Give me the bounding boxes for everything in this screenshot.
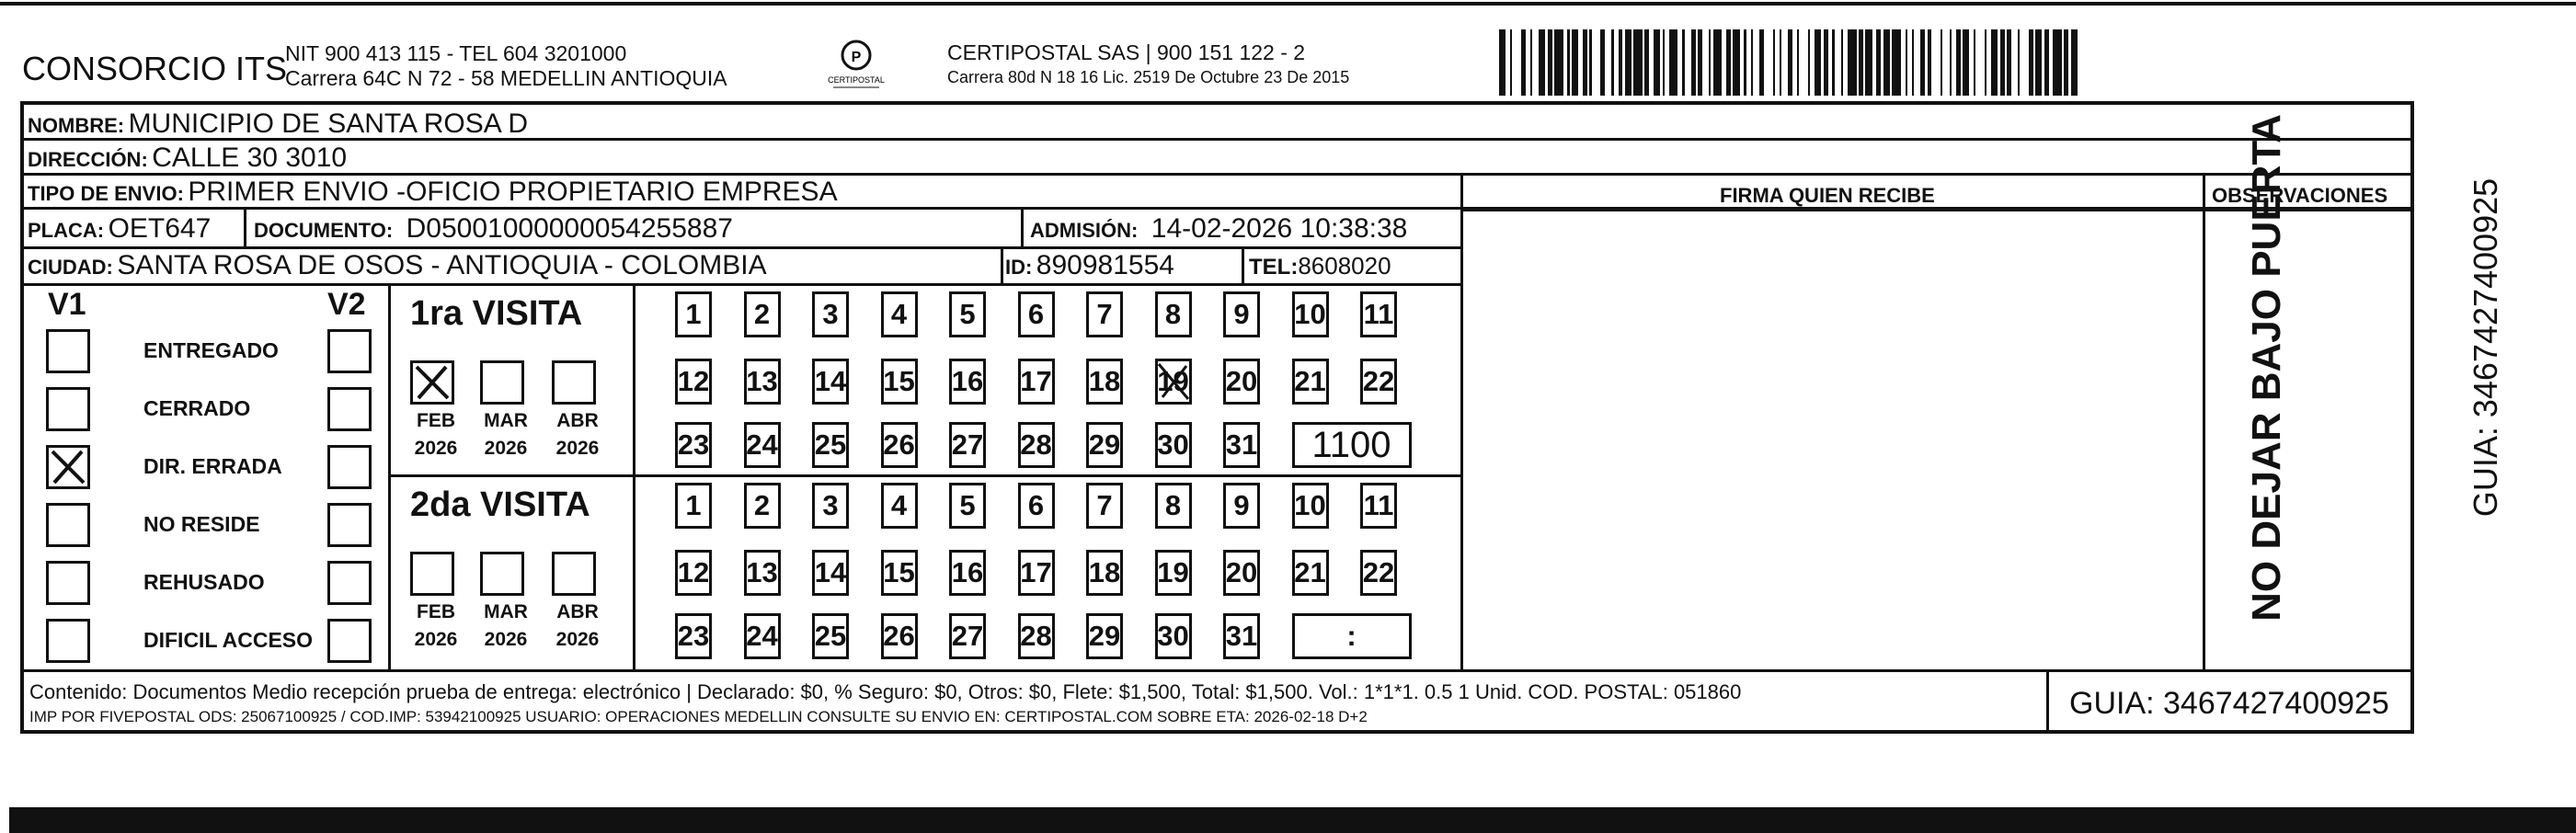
certipostal-logo-icon <box>824 37 888 92</box>
barcode-bar <box>1928 29 1932 96</box>
day-box[interactable]: 4 <box>881 291 918 337</box>
observaciones-header: OBSERVACIONES <box>2212 184 2388 207</box>
day-box[interactable]: 18 <box>1086 550 1123 596</box>
status-label: NO RESIDE <box>143 512 260 536</box>
v2-checkbox[interactable] <box>327 561 372 605</box>
barcode-bar <box>1876 29 1881 96</box>
day-box[interactable]: 6 <box>1018 291 1055 337</box>
observaciones-divider <box>2203 173 2205 671</box>
visit-title: 1ra VISITA <box>410 294 583 333</box>
day-box[interactable]: 30 <box>1155 613 1192 659</box>
barcode-bar <box>1625 29 1631 96</box>
svg-text:P: P <box>851 50 862 65</box>
visit-divider <box>388 474 1462 477</box>
month-year: 2026 <box>414 438 458 459</box>
day-box[interactable]: 10 <box>1292 291 1329 337</box>
v1-checkbox[interactable] <box>46 329 90 373</box>
firma-divider <box>1460 173 1463 671</box>
day-box[interactable]: 20 <box>1223 550 1260 596</box>
bottom-scan-edge <box>9 807 2576 833</box>
barcode-bar <box>1499 29 1506 96</box>
id-label: ID: <box>1005 256 1033 279</box>
day-box[interactable]: 28 <box>1018 422 1055 468</box>
tipo-envio-row <box>28 177 838 208</box>
barcode-bar <box>1956 29 1961 96</box>
barcode-bar <box>1548 29 1552 96</box>
barcode-bar <box>1841 29 1843 96</box>
placa-value: OET647 <box>108 213 212 244</box>
day-box[interactable]: 15 <box>881 359 918 405</box>
barcode-bar <box>1808 29 1810 96</box>
barcode-bar <box>1985 29 1986 96</box>
day-box[interactable]: 31 <box>1223 613 1260 659</box>
certipostal-info: CERTIPOSTAL SAS | 900 151 122 - 2 <box>947 40 1306 64</box>
tel-value: 8608020 <box>1298 252 1391 280</box>
placa-divider <box>244 210 246 246</box>
barcode-bar <box>1941 29 1942 96</box>
barcode-bar <box>1759 29 1764 96</box>
day-box[interactable]: 27 <box>949 422 986 468</box>
day-box[interactable]: 26 <box>881 613 918 659</box>
day-box[interactable]: 14 <box>812 359 849 405</box>
v2-checkbox[interactable] <box>327 387 372 431</box>
admision-label: ADMISIÓN: <box>1030 219 1139 242</box>
company-address: Carrera 64C N 72 - 58 MEDELLIN ANTIOQUIA <box>285 66 727 90</box>
barcode-bar <box>1920 29 1925 96</box>
status-label: DIFICIL ACCESO <box>143 628 314 652</box>
barcode-bar <box>1726 29 1731 96</box>
barcode-bar <box>1654 29 1660 96</box>
month-year: 2026 <box>555 438 600 459</box>
day-box[interactable]: 22 <box>1360 550 1397 596</box>
barcode-bar <box>1619 29 1623 96</box>
v1-header: V1 <box>48 287 86 322</box>
day-box[interactable]: 29 <box>1086 422 1123 468</box>
logo-wordmark: CERTIPOSTAL <box>828 75 885 85</box>
certipostal-logo <box>824 37 888 92</box>
barcode-bar <box>1832 29 1834 96</box>
frame-bottom <box>20 730 2414 734</box>
company-nit: NIT 900 413 115 - TEL 604 3201000 <box>285 41 627 65</box>
day-box[interactable]: 17 <box>1018 550 1055 596</box>
day-box[interactable]: 19 <box>1155 359 1192 405</box>
day-box[interactable]: 23 <box>675 422 712 468</box>
tel-divider <box>1242 249 1244 283</box>
barcode-bar <box>1991 29 1998 96</box>
day-box[interactable]: 27 <box>949 613 986 659</box>
day-box[interactable]: 26 <box>881 422 918 468</box>
day-box[interactable]: 7 <box>1086 291 1123 337</box>
month-name: MAR <box>484 410 528 431</box>
status-label: DIR. ERRADA <box>143 454 282 478</box>
footer-guia-divider <box>2046 671 2049 732</box>
v2-checkbox[interactable] <box>327 619 372 663</box>
admision-field <box>1030 213 1407 245</box>
barcode-bar <box>2018 29 2020 96</box>
side-guia: GUIA: 3467427400925 <box>2467 177 2504 518</box>
barcode <box>1499 0 2235 101</box>
barcode-bar <box>1824 29 1828 96</box>
day-box[interactable]: 7 <box>1086 483 1123 529</box>
day-box[interactable]: 8 <box>1155 483 1192 529</box>
barcode-bar <box>1733 29 1739 96</box>
day-box[interactable]: 1 <box>675 483 712 529</box>
firma-header: FIRMA QUIEN RECIBE <box>1720 184 1935 207</box>
barcode-bar <box>1815 29 1821 96</box>
nombre-label: NOMBRE: <box>28 114 125 137</box>
month-name: ABR <box>556 601 599 622</box>
barcode-bar <box>1848 29 1857 96</box>
day-box[interactable]: 21 <box>1292 359 1329 405</box>
day-box[interactable]: 25 <box>812 613 849 659</box>
day-box[interactable]: 16 <box>949 359 986 405</box>
status-label: ENTREGADO <box>143 338 279 362</box>
barcode-bar <box>1611 29 1613 96</box>
barcode-bar <box>1583 29 1587 96</box>
barcode-bar <box>1883 29 1890 96</box>
barcode-bar <box>1906 29 1907 96</box>
barcode-bar <box>1751 29 1753 96</box>
placa-label: PLACA: <box>28 219 105 242</box>
day-box[interactable]: 24 <box>744 613 781 659</box>
barcode-bar <box>2053 29 2062 96</box>
frame-top <box>20 101 2414 105</box>
month-checkbox[interactable] <box>410 552 454 596</box>
day-box[interactable]: 28 <box>1018 613 1055 659</box>
month-checkbox[interactable] <box>480 360 524 405</box>
v2-checkbox[interactable] <box>327 329 372 373</box>
barcode-bar <box>1510 29 1512 96</box>
certipostal-address: Carrera 80d N 18 16 Lic. 2519 De Octubre 23 De 2015 <box>947 68 1350 86</box>
admision-value: 14-02-2026 10:38:38 <box>1151 213 1408 244</box>
day-box[interactable]: 11 <box>1360 483 1397 529</box>
barcode-bar <box>2000 29 2005 96</box>
barcode-bar <box>1644 29 1649 96</box>
barcode-bar <box>1530 29 1532 96</box>
day-box[interactable]: 18 <box>1086 359 1123 405</box>
ciudad-field <box>28 250 767 281</box>
month-checkbox[interactable] <box>552 360 596 405</box>
day-box[interactable]: 3 <box>812 291 849 337</box>
barcode-bar <box>1859 29 1863 96</box>
day-box[interactable]: 17 <box>1018 359 1055 405</box>
month-name: MAR <box>484 601 528 622</box>
v2-checkbox[interactable] <box>327 445 372 489</box>
row-divider <box>20 246 1462 249</box>
barcode-bar <box>1713 29 1723 96</box>
month-name: FEB <box>417 410 455 431</box>
id-value: 890981554 <box>1036 250 1174 280</box>
day-box[interactable]: 10 <box>1292 483 1329 529</box>
direccion-row <box>28 143 347 174</box>
day-box[interactable]: 13 <box>744 359 781 405</box>
day-box[interactable]: 19 <box>1155 550 1192 596</box>
day-box[interactable]: 29 <box>1086 613 1123 659</box>
day-box[interactable]: 24 <box>744 422 781 468</box>
barcode-bar <box>1633 29 1643 96</box>
time-box[interactable]: 1100 <box>1292 422 1412 468</box>
day-box[interactable]: 14 <box>812 550 849 596</box>
day-box[interactable]: 12 <box>675 359 712 405</box>
barcode-bar <box>1589 29 1591 96</box>
month-year: 2026 <box>484 629 528 650</box>
nombre-value: MUNICIPIO DE SANTA ROSA D <box>128 108 529 139</box>
tipo-envio-label: TIPO DE ENVIO: <box>28 182 184 205</box>
month-checkbox[interactable] <box>410 360 454 405</box>
day-box[interactable]: 2 <box>744 291 781 337</box>
day-box[interactable]: 1 <box>675 291 712 337</box>
visit-title: 2da VISITA <box>410 485 590 524</box>
barcode-bar <box>1698 29 1702 96</box>
v1-checkbox[interactable] <box>46 503 90 547</box>
footer-print-line: IMP POR FIVEPOSTAL ODS: 25067100925 / COD.IMP: 53942100925 USUARIO: OPERACIONES MEDELLIN CONSULTE SU ENVIO EN: CERTIPOSTAL.COM SOBRE ETA: 2026-02-18 D+2 <box>29 708 1368 725</box>
barcode-bar <box>1892 29 1901 96</box>
barcode-bar <box>1950 29 1952 96</box>
admision-divider <box>1021 210 1024 246</box>
barcode-bar <box>1780 29 1781 96</box>
day-box[interactable]: 13 <box>744 550 781 596</box>
check-x-icon <box>413 363 452 402</box>
barcode-bar <box>1567 29 1569 96</box>
barcode-bar <box>1709 29 1711 96</box>
day-box[interactable]: 20 <box>1223 359 1260 405</box>
day-box[interactable]: 25 <box>812 422 849 468</box>
day-box[interactable]: 30 <box>1155 422 1192 468</box>
barcode-bar <box>2064 29 2068 96</box>
time-box[interactable]: : <box>1292 613 1412 659</box>
day-box[interactable]: 4 <box>881 483 918 529</box>
month-checkbox[interactable] <box>552 552 596 596</box>
frame-right <box>2410 101 2414 734</box>
barcode-bar <box>1912 29 1914 96</box>
month-year: 2026 <box>484 438 528 459</box>
barcode-bar <box>2035 29 2042 96</box>
month-name: ABR <box>556 410 599 431</box>
no-dejar-bajo-puerta: NO DEJAR BAJO PUERTA <box>2244 114 2289 622</box>
barcode-bar <box>1554 29 1563 96</box>
barcode-bar <box>1865 29 1872 96</box>
barcode-bar <box>1974 29 1975 96</box>
barcode-bar <box>1663 29 1665 96</box>
day-box[interactable]: 9 <box>1223 291 1260 337</box>
barcode-bar <box>2071 29 2078 96</box>
documento-label: DOCUMENTO: <box>254 219 394 242</box>
id-field <box>1005 250 1174 281</box>
barcode-bar <box>1788 29 1792 96</box>
day-box[interactable]: 5 <box>949 291 986 337</box>
day-box[interactable]: 5 <box>949 483 986 529</box>
status-label: REHUSADO <box>143 570 265 594</box>
day-box[interactable]: 2 <box>744 483 781 529</box>
frame-left <box>20 101 24 734</box>
day-box[interactable]: 8 <box>1155 291 1192 337</box>
barcode-bar <box>2029 29 2033 96</box>
v2-checkbox[interactable] <box>327 503 372 547</box>
barcode-bar <box>1691 29 1696 96</box>
documento-field <box>254 213 733 245</box>
v1-checkbox[interactable] <box>46 561 90 605</box>
row-divider <box>20 669 2414 672</box>
barcode-bar <box>1963 29 1969 96</box>
barcode-bar <box>1669 29 1678 96</box>
v2-header: V2 <box>327 287 366 322</box>
day-cross-icon <box>1155 359 1192 409</box>
barcode-bar <box>1744 29 1746 96</box>
row-divider <box>20 283 1462 286</box>
barcode-bar <box>1572 29 1578 96</box>
v1-checkbox[interactable] <box>46 445 90 489</box>
day-box[interactable]: 21 <box>1292 550 1329 596</box>
barcode-bar <box>2007 29 2011 96</box>
company-name: CONSORCIO ITS <box>22 50 288 87</box>
v1-checkbox[interactable] <box>46 387 90 431</box>
direccion-value: CALLE 30 3010 <box>152 143 348 173</box>
month-year: 2026 <box>555 629 600 650</box>
day-box[interactable]: 11 <box>1360 291 1397 337</box>
day-box[interactable]: 31 <box>1223 422 1260 468</box>
tipo-envio-value: PRIMER ENVIO -OFICIO PROPIETARIO EMPRESA <box>188 177 838 207</box>
tel-field <box>1249 252 1391 280</box>
months-divider <box>633 283 635 669</box>
row-divider <box>20 173 2414 176</box>
footer-content-line: Contenido: Documentos Medio recepción prueba de entrega: electrónico | Declarado: $0, % Seguro: $0, Otros: $0, Flete: $1,500, Total: $1,500. Vol.: 1*1*1. 0.5 1 Unid. COD. POSTAL: 051860 <box>29 680 1742 703</box>
day-box[interactable]: 9 <box>1223 483 1260 529</box>
barcode-bar <box>1797 29 1799 96</box>
footer-guia: GUIA: 3467427400925 <box>2069 686 2389 721</box>
day-box[interactable]: 15 <box>881 550 918 596</box>
month-checkbox[interactable] <box>480 552 524 596</box>
status-label: CERRADO <box>143 396 251 420</box>
direccion-label: DIRECCIÓN: <box>28 148 148 171</box>
month-name: FEB <box>417 601 455 622</box>
v1-checkbox[interactable] <box>46 619 90 663</box>
barcode-bar <box>1521 29 1526 96</box>
day-box[interactable]: 3 <box>812 483 849 529</box>
placa-field <box>28 213 211 245</box>
barcode-bar <box>1773 29 1775 96</box>
barcode-bar <box>1682 29 1684 96</box>
check-x-icon <box>49 448 87 486</box>
day-box[interactable]: 23 <box>675 613 712 659</box>
ciudad-label: CIUDAD: <box>28 256 113 279</box>
day-box[interactable]: 22 <box>1360 359 1397 405</box>
barcode-bar <box>2044 29 2049 96</box>
nombre-row <box>28 108 528 140</box>
month-year: 2026 <box>414 629 458 650</box>
day-box[interactable]: 6 <box>1018 483 1055 529</box>
day-box[interactable]: 12 <box>675 550 712 596</box>
day-box[interactable]: 16 <box>949 550 986 596</box>
id-divider <box>1001 249 1003 283</box>
documento-value: D05001000000054255887 <box>406 213 733 244</box>
barcode-bar <box>1539 29 1545 96</box>
ciudad-value: SANTA ROSA DE OSOS - ANTIOQUIA - COLOMBIA <box>117 250 767 280</box>
tel-label: TEL: <box>1249 255 1299 280</box>
barcode-bar <box>1600 29 1605 96</box>
